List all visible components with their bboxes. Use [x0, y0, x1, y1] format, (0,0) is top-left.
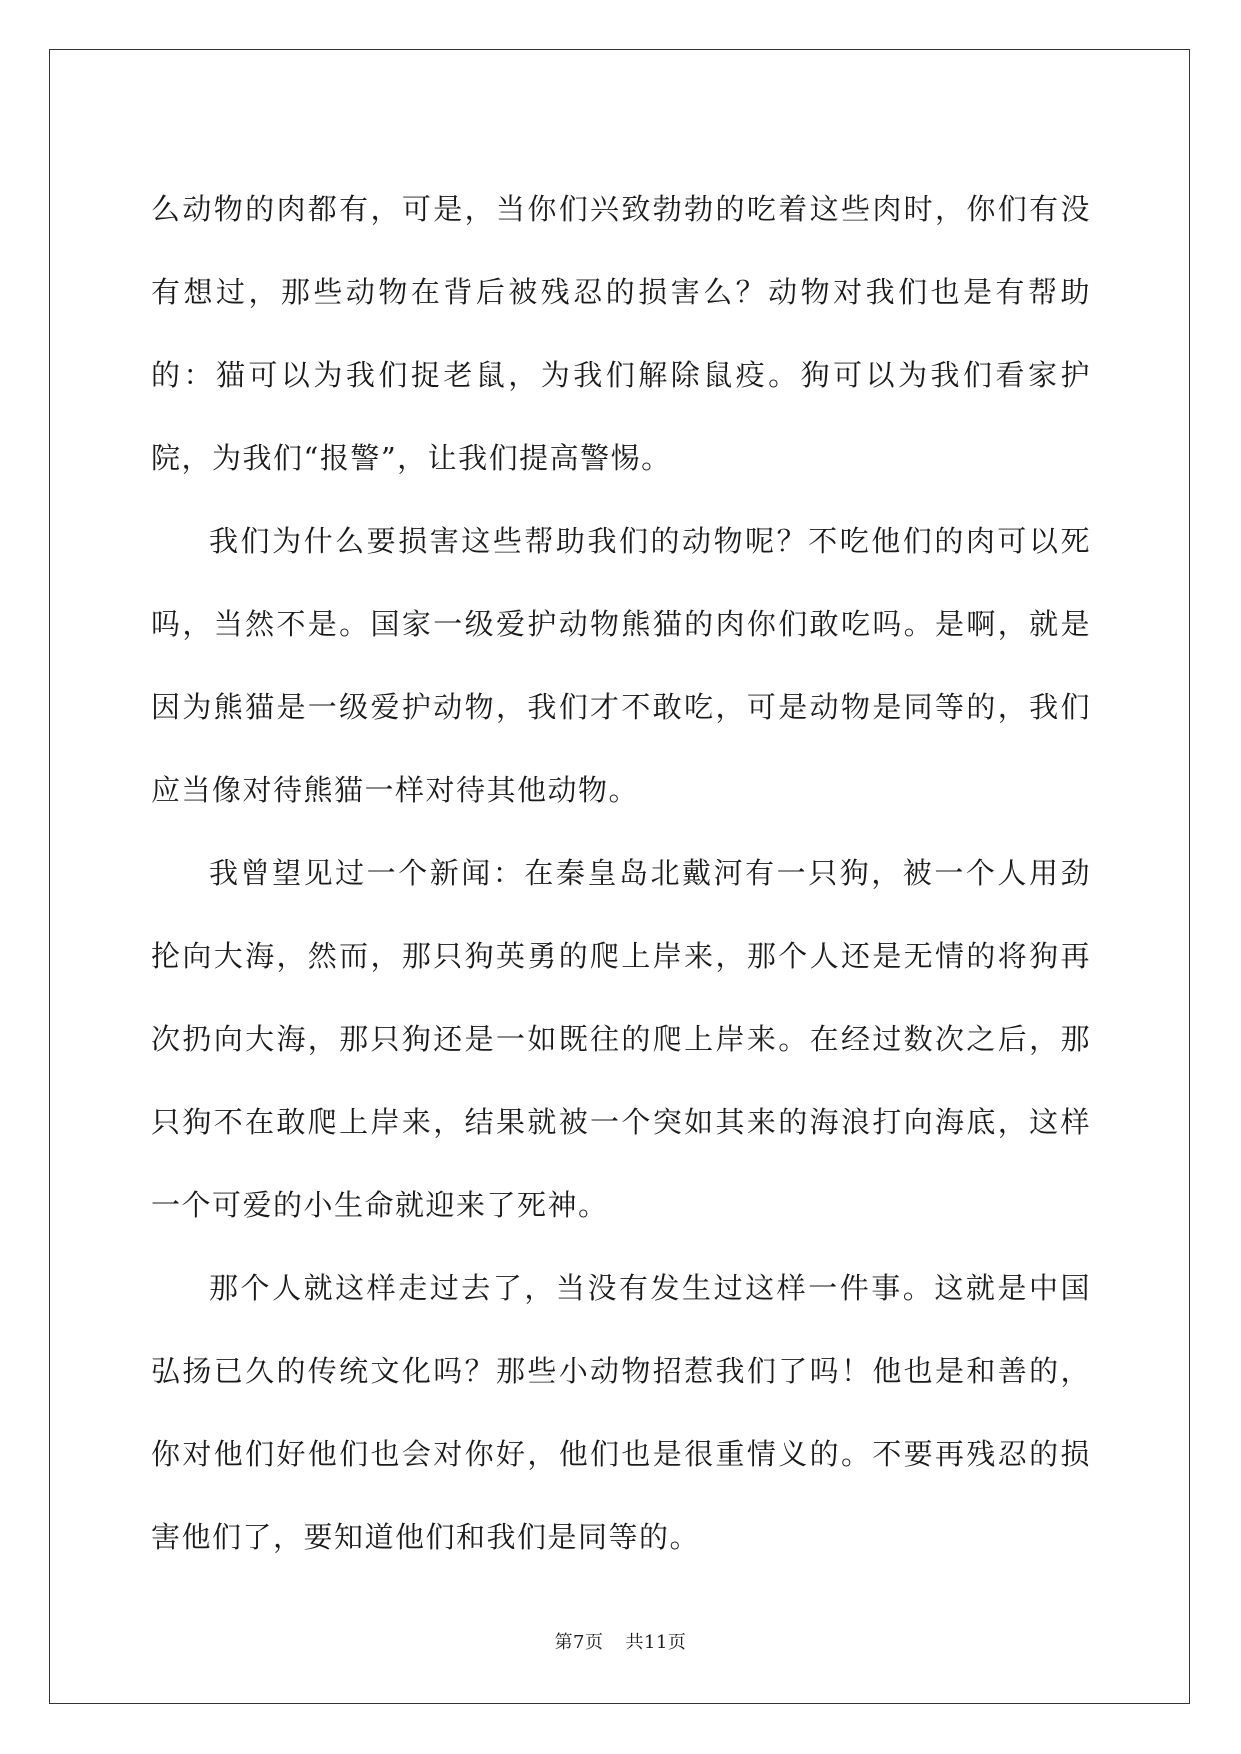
- page-number: 第7页: [554, 1632, 604, 1653]
- paragraph: 我们为什么要损害这些帮助我们的动物呢？不吃他们的肉可以死吗，当然不是。国家一级爱护动物熊猫的肉你们敢吃吗。是啊，就是因为熊猫是一级爱护动物，我们才不敢吃，可是动物是同等的，我们应当像对待熊猫一样对待其他动物。: [151, 524, 1091, 807]
- page-total: 共11页: [625, 1632, 687, 1653]
- paragraph: 我曾望见过一个新闻：在秦皇岛北戴河有一只狗，被一个人用劲抡向大海，然而，那只狗英勇的爬上岸来，那个人还是无情的将狗再次扔向大海，那只狗还是一如既往的爬上岸来。在经过数次之后，那只狗不在敢爬上岸来，结果就被一个突如其来的海浪打向海底，这样一个可爱的小生命就迎来了死神。: [151, 856, 1091, 1222]
- document-body: [151, 168, 1091, 1579]
- page-footer: [0, 1628, 1241, 1654]
- paragraph: 么动物的肉都有，可是，当你们兴致勃勃的吃着这些肉时，你们有没有想过，那些动物在背后被残忍的损害么？动物对我们也是有帮助的：猫可以为我们捉老鼠，为我们解除鼠疫。狗可以为我们看家护院，为我们“报警”，让我们提高警惕。: [151, 192, 1091, 475]
- paragraph: 那个人就这样走过去了，当没有发生过这样一件事。这就是中国弘扬已久的传统文化吗？那些小动物招惹我们了吗！他也是和善的，你对他们好他们也会对你好，他们也是很重情义的。不要再残忍的损害他们了，要知道他们和我们是同等的。: [151, 1271, 1091, 1554]
